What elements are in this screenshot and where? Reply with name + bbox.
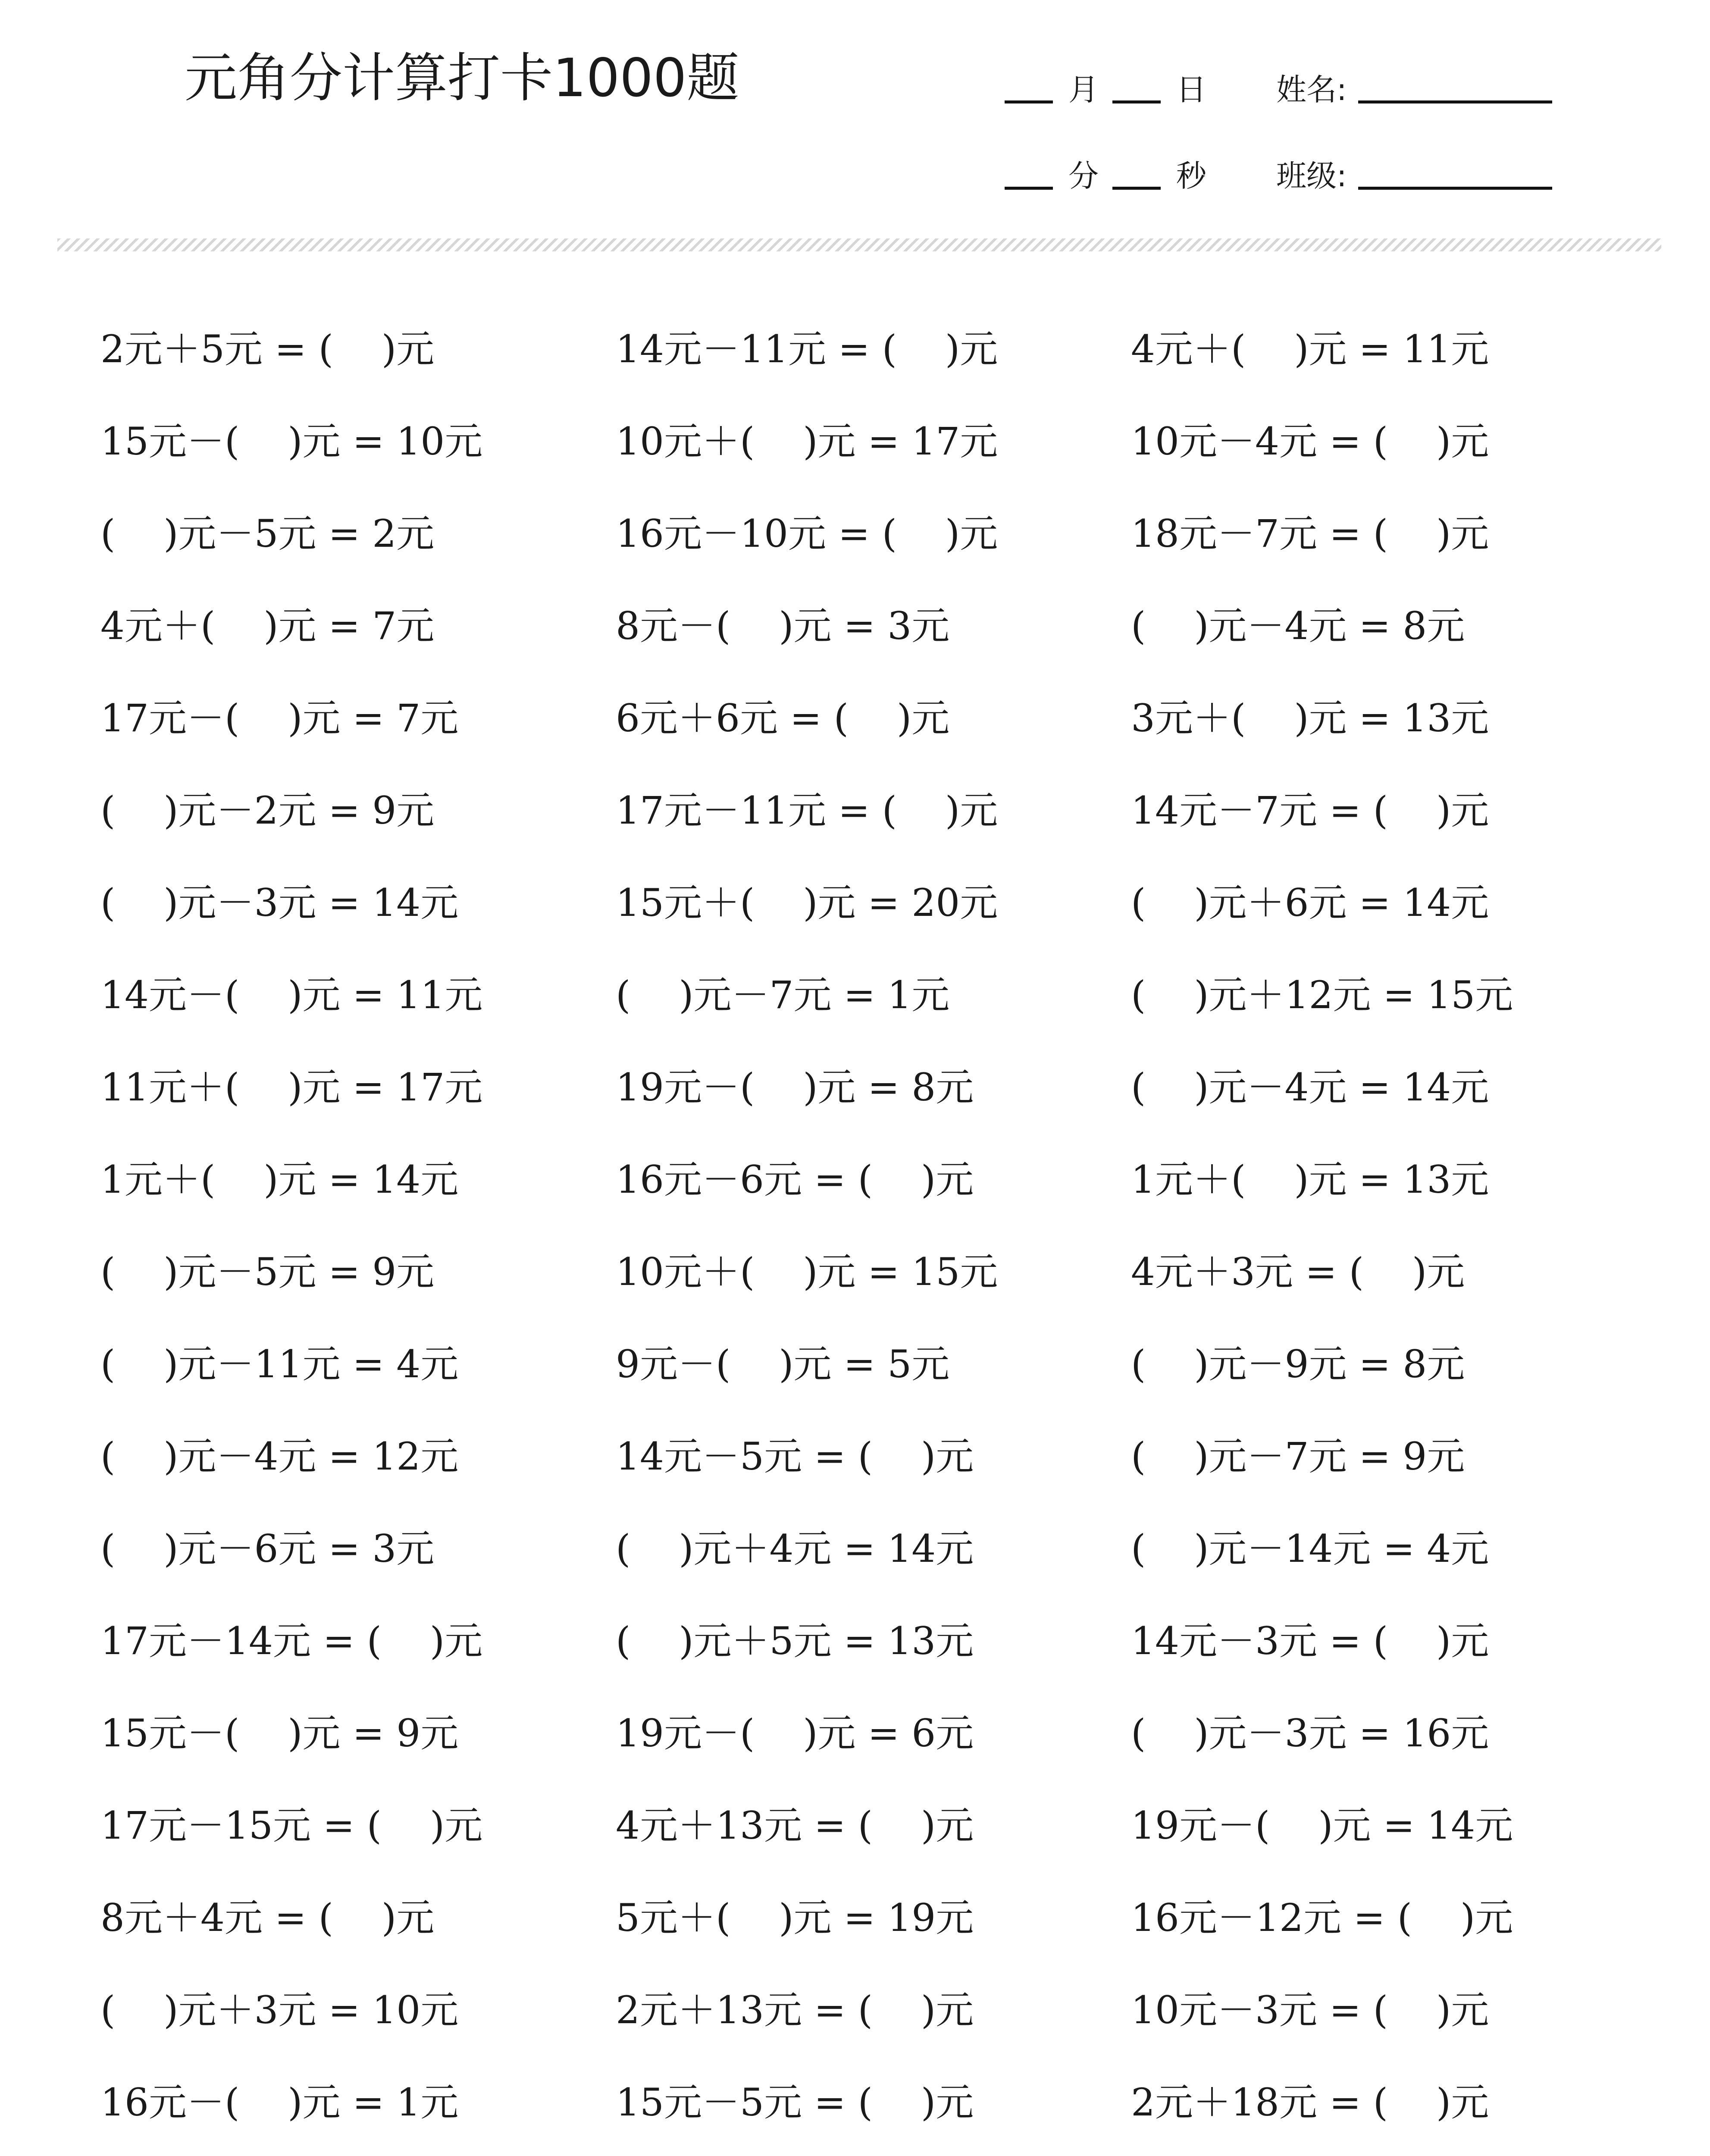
problem-item: 11元＋( )元 = 17元 (100, 1065, 483, 1109)
problem-item: ( )元－14元 = 4元 (1131, 1526, 1489, 1571)
problem-item: 16元－12元 = ( )元 (1131, 1896, 1513, 1940)
day-label: 日 (1176, 72, 1206, 107)
problem-item: 14元－11元 = ( )元 (616, 327, 998, 371)
problem-item: 8元－( )元 = 3元 (616, 604, 950, 648)
problem-item: 1元＋( )元 = 13元 (1131, 1157, 1489, 1202)
problem-item: 10元＋( )元 = 15元 (616, 1250, 998, 1294)
problem-item: 16元－6元 = ( )元 (616, 1157, 974, 1202)
problem-item: ( )元＋3元 = 10元 (100, 1988, 459, 2032)
problem-item: ( )元＋4元 = 14元 (616, 1526, 974, 1571)
problem-item: ( )元－3元 = 16元 (1131, 1711, 1489, 1755)
problem-item: 17元－14元 = ( )元 (100, 1619, 483, 1663)
problem-item: 14元－( )元 = 11元 (100, 973, 483, 1017)
problem-item: 4元＋( )元 = 7元 (100, 604, 435, 648)
day-blank[interactable] (1112, 100, 1161, 103)
problem-item: 19元－( )元 = 6元 (616, 1711, 974, 1755)
problem-item: 9元－( )元 = 5元 (616, 1342, 950, 1386)
name-label: 姓名: (1276, 72, 1347, 107)
page-title: 元角分计算打卡1000题 (185, 47, 739, 109)
problem-item: 15元－( )元 = 9元 (100, 1711, 459, 1755)
problem-item: ( )元－5元 = 9元 (100, 1250, 435, 1294)
month-label: 月 (1068, 72, 1099, 107)
problem-item: ( )元－4元 = 14元 (1131, 1065, 1489, 1109)
problem-item: ( )元－5元 = 2元 (100, 511, 435, 556)
problem-grid (100, 328, 1653, 2156)
problem-item: 10元－3元 = ( )元 (1131, 1988, 1489, 2032)
class-label: 班级: (1276, 158, 1347, 194)
problem-item: ( )元－4元 = 8元 (1131, 604, 1465, 648)
minute-blank[interactable] (1005, 187, 1053, 190)
problem-item: 4元＋13元 = ( )元 (616, 1803, 974, 1848)
problem-item: 17元－11元 = ( )元 (616, 788, 998, 833)
problem-item: ( )元－6元 = 3元 (100, 1526, 435, 1571)
problem-item: 1元＋( )元 = 14元 (100, 1157, 459, 1202)
problem-item: ( )元－7元 = 9元 (1131, 1434, 1465, 1479)
problem-item: 17元－15元 = ( )元 (100, 1803, 483, 1848)
problem-item: ( )元＋12元 = 15元 (1131, 973, 1513, 1017)
problem-item: 14元－5元 = ( )元 (616, 1434, 974, 1479)
problem-item: 14元－3元 = ( )元 (1131, 1619, 1489, 1663)
minute-label: 分 (1068, 158, 1099, 194)
problem-item: 8元＋4元 = ( )元 (100, 1896, 435, 1940)
problem-item: 18元－7元 = ( )元 (1131, 511, 1489, 556)
problem-item: 4元＋3元 = ( )元 (1131, 1250, 1465, 1294)
second-blank[interactable] (1112, 187, 1161, 190)
problem-item: 16元－10元 = ( )元 (616, 511, 998, 556)
second-label: 秒 (1176, 158, 1206, 194)
class-field[interactable] (1358, 187, 1552, 190)
problem-item: ( )元－4元 = 12元 (100, 1434, 459, 1479)
problem-item: 6元＋6元 = ( )元 (616, 696, 950, 740)
problem-item: 10元－4元 = ( )元 (1131, 419, 1489, 464)
problem-item: 19元－( )元 = 8元 (616, 1065, 974, 1109)
problem-item: ( )元－11元 = 4元 (100, 1342, 459, 1386)
problem-item: 2元＋5元 = ( )元 (100, 327, 435, 371)
problem-item: 2元＋18元 = ( )元 (1131, 2080, 1489, 2125)
problem-item: 10元＋( )元 = 17元 (616, 419, 998, 464)
name-field[interactable] (1358, 100, 1552, 103)
problem-item: 17元－( )元 = 7元 (100, 696, 459, 740)
problem-item: 2元＋13元 = ( )元 (616, 1988, 974, 2032)
problem-item: 16元－( )元 = 1元 (100, 2080, 459, 2125)
problem-item: 14元－7元 = ( )元 (1131, 788, 1489, 833)
month-blank[interactable] (1005, 100, 1053, 103)
problem-item: 15元－( )元 = 10元 (100, 419, 483, 464)
problem-item: ( )元＋6元 = 14元 (1131, 881, 1489, 925)
problem-item: ( )元＋5元 = 13元 (616, 1619, 974, 1663)
problem-item: 4元＋( )元 = 11元 (1131, 327, 1489, 371)
problem-item: 15元－5元 = ( )元 (616, 2080, 974, 2125)
problem-item: ( )元－2元 = 9元 (100, 788, 435, 833)
problem-item: 19元－( )元 = 14元 (1131, 1803, 1513, 1848)
problem-item: 5元＋( )元 = 19元 (616, 1896, 974, 1940)
top-divider (57, 238, 1661, 251)
problem-item: 15元＋( )元 = 20元 (616, 881, 998, 925)
problem-item: ( )元－3元 = 14元 (100, 881, 459, 925)
time-row (1005, 154, 1578, 197)
date-row (1005, 68, 1578, 111)
problem-item: ( )元－7元 = 1元 (616, 973, 950, 1017)
problem-item: 3元＋( )元 = 13元 (1131, 696, 1489, 740)
problem-item: ( )元－9元 = 8元 (1131, 1342, 1465, 1386)
